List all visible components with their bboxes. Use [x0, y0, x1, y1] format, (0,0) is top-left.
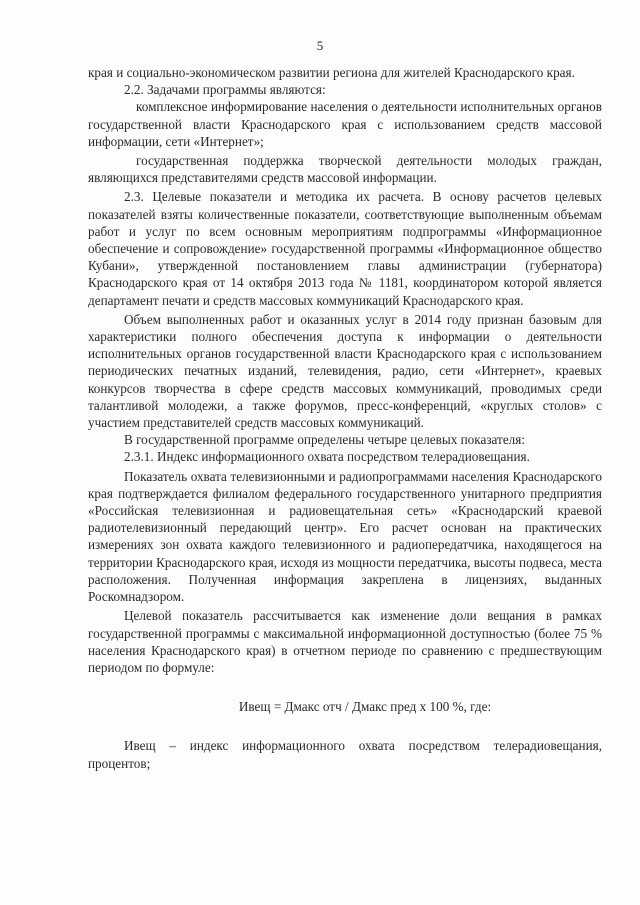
paragraph-definition: Ивещ – индекс информационного охвата посредством телерадиовещания, процентов;: [88, 738, 602, 771]
paragraph-section-2-3-1: 2.3.1. Индекс информационного охвата посредством телерадиовещания.: [124, 449, 530, 465]
page-number: 5: [316, 38, 324, 53]
paragraph-coverage: Показатель охвата телевизионными и радиопрограммами населения Краснодарского края подтверждается филиалом федерального государственного унитарного предприятия «Российская телевизионная и радиовещательная сеть» «Краснодарский краевой радиотелевизионный передающий центр». Его расчет основан на практических измерениях зон охвата каждого телевизионного и радиопередатчика, находящегося на территории Краснодарского края, исходя из мощности передатчика, высоты подвеса, места расположения. Полученная информация закреплена в лицензиях, выданных Роскомнадзором.: [88, 468, 602, 605]
paragraph-task-2: государственная поддержка творческой деятельности молодых граждан, являющихся представителями средств массовой информации.: [88, 153, 602, 186]
paragraph-base-year: Объем выполненных работ и оказанных услуг в 2014 году признан базовым для характеристики полного обеспечения доступа к информации о деятельности исполнительных органов государственной власти Краснодарского края с использованием периодических печатных изданий, телевидения, радио, сети «Интернет», краевых конкурсов творчества в сфере средств массовых коммуникаций, проводимых среди талантливой молодежи, а также форумов, пресс-конференций, «круглых столов» с участием представителей средств массовых коммуникаций.: [88, 311, 602, 431]
paragraph-tasks-heading: 2.2. Задачами программы являются:: [124, 82, 326, 98]
paragraph-task-1: комплексное информирование населения о деятельности исполнительных органов государственной власти Краснодарского края с использованием средств массовой информации, сети «Интернет»;: [88, 99, 602, 149]
document-body: [88, 64, 602, 772]
paragraph-section-2-3: 2.3. Целевые показатели и методика их расчета. В основу расчетов целевых показателей взяты количественные показатели, соответствующие выполненным объемам работ и услуг по всем основным мероприятиям подпрограммы «Информационное обеспечение и сопровождение» государственной программы «Информационное общество Кубани», утвержденной постановлением главы администрации (губернатора) Краснодарского края от 14 октября 2013 года № 1181, координатором которой является департамент печати и средств массовых коммуникаций Краснодарского края.: [88, 189, 602, 308]
paragraph-calculation: Целевой показатель рассчитывается как изменение доли вещания в рамках государственной программы с максимальной информационной доступностью (более 75 % населения Краснодарского края) в отчетном периоде по сравнению с предшествующим периодом по формуле:: [88, 608, 602, 675]
paragraph-continuation: края и социально-экономическом развитии региона для жителей Краснодарского края.: [88, 65, 575, 80]
paragraph-four-indicators: В государственной программе определены четыре целевых показателя:: [124, 432, 525, 448]
formula: Ивещ = Дмакс отч / Дмакс пред х 100 %, где:: [238, 699, 492, 715]
